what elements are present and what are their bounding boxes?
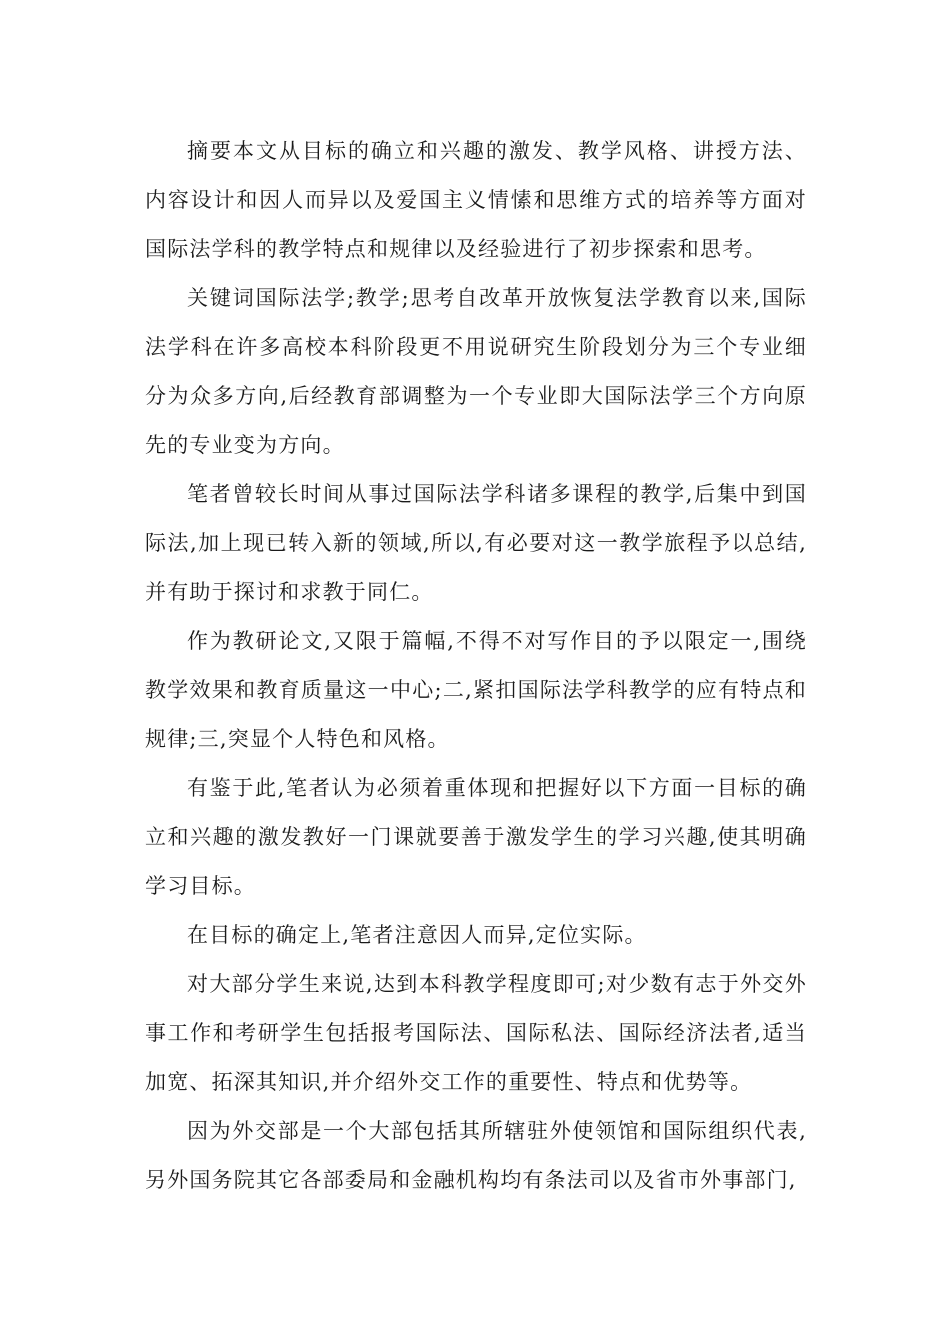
paragraph-goal-setting: 在目标的确定上,笔者注意因人而异,定位实际。: [187, 923, 647, 947]
paragraph-author-background: 笔者曾较长时间从事过国际法学科诸多课程的教学,后集中到国际法,加上现已转入新的领域,所以,有必要对这一教学旅程予以总结,并有助于探讨和求教于同仁。: [145, 482, 807, 604]
paragraph-foreign-ministry: 因为外交部是一个大部包括其所辖驻外使领馆和国际组织代表,另外国务院其它各部委局和金融机构均有条法司以及省市外事部门,: [145, 1119, 807, 1192]
paragraph-writing-purpose: 作为教研论文,又限于篇幅,不得不对写作目的予以限定一,围绕教学效果和教育质量这一中心;二,紧扣国际法学科教学的应有特点和规律;三,突显个人特色和风格。: [145, 629, 807, 751]
paragraph-goal-and-interest: 有鉴于此,笔者认为必须着重体现和把握好以下方面一目标的确立和兴趣的激发教好一门课就要善于激发学生的学习兴趣,使其明确学习目标。: [145, 776, 807, 898]
document-body: [145, 127, 807, 1205]
paragraph-keywords: 关键词国际法学;教学;思考自改革开放恢复法学教育以来,国际法学科在许多高校本科阶段更不用说研究生阶段划分为三个专业细分为众多方向,后经教育部调整为一个专业即大国际法学三个方向原先的专业变为方向。: [145, 286, 807, 457]
paragraph-student-levels: 对大部分学生来说,达到本科教学程度即可;对少数有志于外交外事工作和考研学生包括报考国际法、国际私法、国际经济法者,适当加宽、拓深其知识,并介绍外交工作的重要性、特点和优势等。: [145, 972, 807, 1094]
paragraph-abstract: 摘要本文从目标的确立和兴趣的激发、教学风格、讲授方法、内容设计和因人而异以及爱国主义情愫和思维方式的培养等方面对国际法学科的教学特点和规律以及经验进行了初步探索和思考。: [145, 139, 807, 261]
